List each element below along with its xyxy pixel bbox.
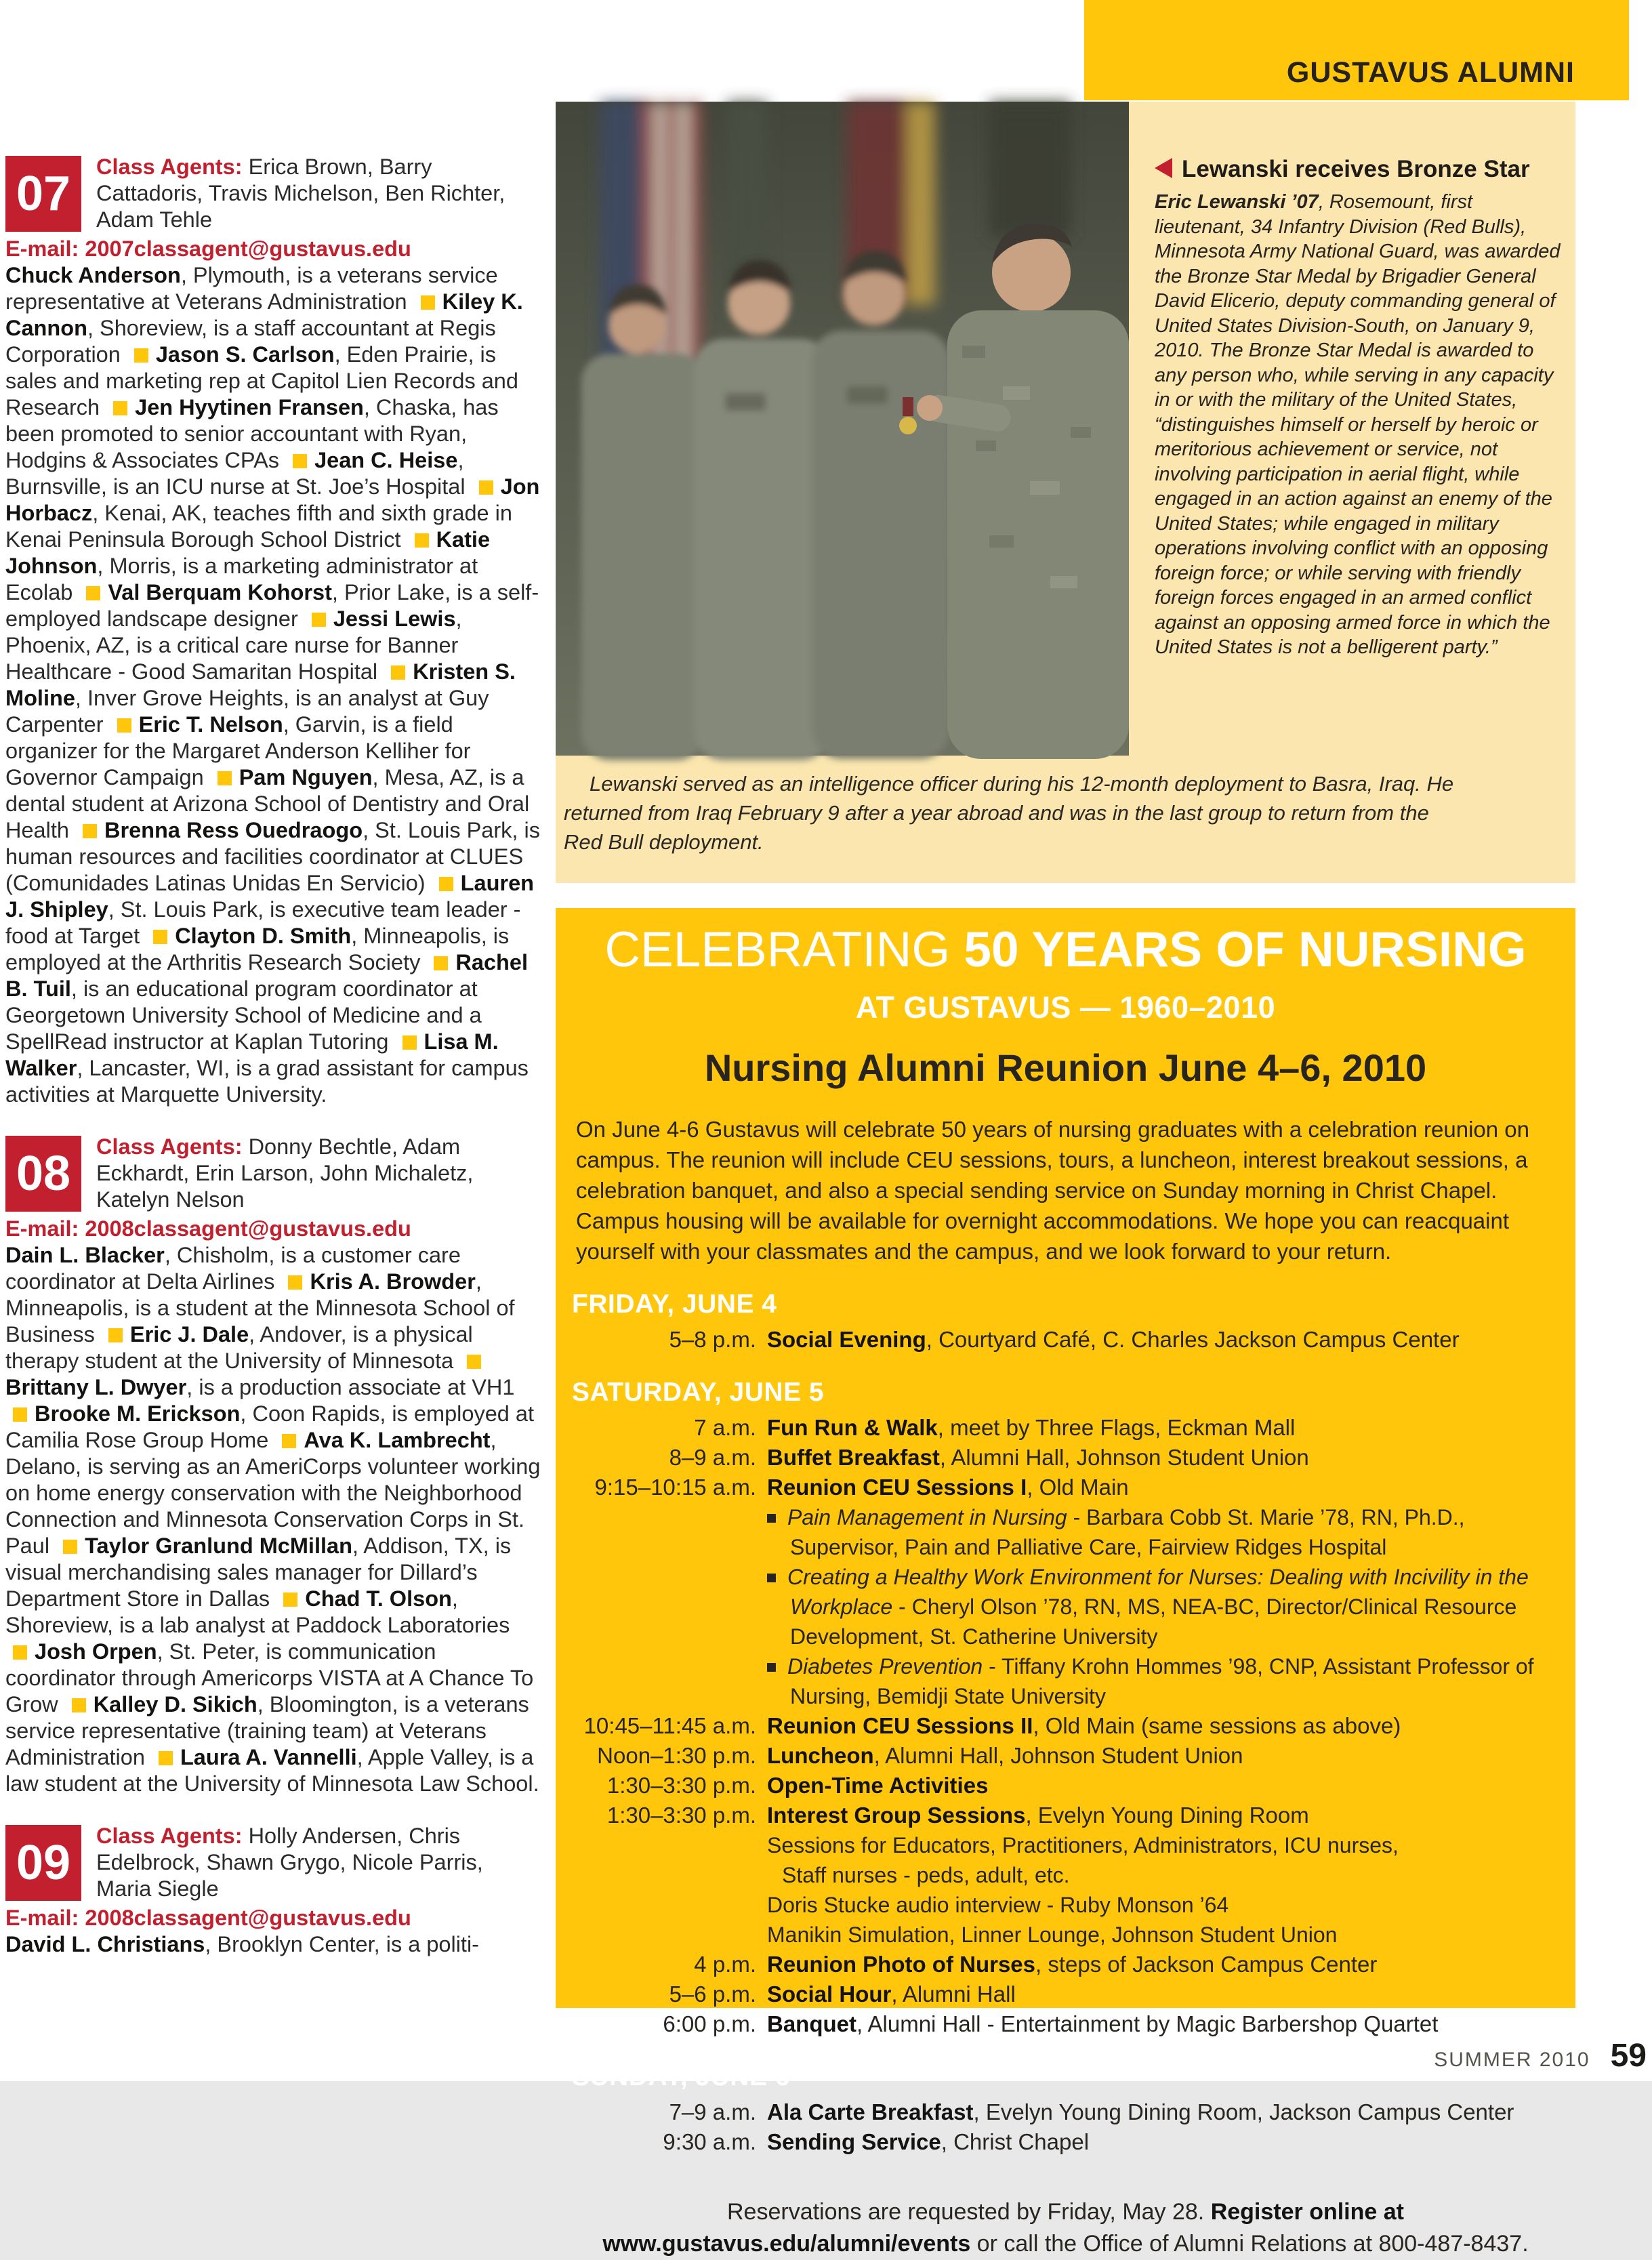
text-segment: , Evelyn Young Dining Room <box>1025 1803 1309 1828</box>
schedule-desc <box>767 2009 1559 2039</box>
section-banner <box>1084 0 1629 100</box>
schedule-row <box>572 1801 1559 1950</box>
bold-text: Buffet Breakfast <box>767 1445 940 1470</box>
bold-text: Reunion CEU Sessions I <box>767 1475 1027 1500</box>
text-segment: , Minneapolis, is a student at the Minnesota School of Business <box>5 1269 515 1347</box>
text-segment: - Tiffany Krohn Hommes ’98, CNP, Assistant Professor of Nursing, Bemidji State University <box>790 1654 1534 1708</box>
bold-text: Brittany L. Dwyer <box>5 1375 187 1399</box>
bullet-separator-icon <box>153 930 167 944</box>
bold-text: Josh Orpen <box>35 1639 157 1664</box>
schedule-time: 4 p.m. <box>694 1952 756 1977</box>
session-item <box>767 1860 1555 1890</box>
schedule-row <box>572 1443 1559 1473</box>
reservations-line <box>572 2228 1559 2260</box>
text-segment: , Evelyn Young Dining Room, Jackson Campus Center <box>973 2099 1514 2124</box>
text-segment: , Brooklyn Center, is a politi- <box>205 1932 479 1956</box>
section-banner-title: GUSTAVUS ALUMNI <box>1286 56 1575 89</box>
schedule-time: 9:15–10:15 a.m. <box>594 1475 756 1500</box>
bold-text: Dain L. Blacker <box>5 1243 165 1267</box>
bold-text: Rachel B. Tuil <box>5 950 528 1001</box>
bullet-separator-icon <box>83 824 97 838</box>
bullet-separator-icon <box>415 533 429 548</box>
text-segment: - Barbara Cobb St. Marie ’78, RN, Ph.D., Supervisor, Pain and Palliative Care, Fairview Ridges Hospital <box>790 1505 1465 1559</box>
class-body-text <box>5 262 544 1108</box>
schedule-row <box>572 2097 1559 2127</box>
bold-text: Eric T. Nelson <box>138 712 283 737</box>
schedule-desc <box>767 1950 1559 1979</box>
bold-text: Jon Horbacz <box>5 474 540 525</box>
text-segment: , is a production associate at VH1 <box>186 1375 515 1399</box>
reservations-note <box>572 2196 1559 2260</box>
italic-text: Creating a Healthy Work Environment for Nurses: Dealing with Incivility in the Workplace <box>787 1565 1529 1619</box>
text-segment: - Cheryl Olson ’78, RN, MS, NEA-BC, Director/Clinical Resource Development, St. Catherine University <box>790 1595 1517 1649</box>
bullet-separator-icon <box>159 1751 173 1765</box>
bullet-separator-icon <box>479 480 493 495</box>
class-note-07 <box>5 154 544 1108</box>
bold-text: Social Evening <box>767 1327 926 1352</box>
reunion-title <box>572 922 1559 978</box>
text-segment: , St. Louis Park, is executive team leader - food at Target <box>5 897 521 948</box>
italic-text: Pain Management in Nursing <box>787 1505 1067 1529</box>
text-segment: , meet by Three Flags, Eckman Mall <box>937 1415 1296 1440</box>
bold-text: Eric J. Dale <box>129 1322 249 1347</box>
reunion-heading: Nursing Alumni Reunion June 4–6, 2010 <box>704 1046 1427 1089</box>
reunion-schedule <box>572 1290 1559 2157</box>
session-bullet-icon <box>767 1514 776 1523</box>
reunion-subtitle: AT GUSTAVUS — 1960–2010 <box>855 990 1276 1025</box>
schedule-time: 1:30–3:30 p.m. <box>606 1803 756 1828</box>
text-segment: , steps of Jackson Campus Center <box>1035 1952 1378 1977</box>
bullet-separator-icon <box>283 1593 297 1607</box>
schedule-desc <box>767 2127 1559 2157</box>
bullet-separator-icon <box>421 295 435 310</box>
bold-text: Kiley K. Cannon <box>5 289 523 340</box>
schedule-row <box>572 1950 1559 1979</box>
text-segment: , Lancaster, WI, is a grad assistant for campus activities at Marquette University. <box>5 1056 529 1107</box>
bullet-separator-icon <box>72 1698 86 1712</box>
session-item <box>767 1562 1555 1651</box>
text-segment: , Alumni Hall <box>891 1981 1016 2007</box>
bullet-separator-icon <box>288 1275 302 1290</box>
schedule-time: 9:30 a.m. <box>663 2129 756 2154</box>
schedule-time: 1:30–3:30 p.m. <box>606 1773 756 1798</box>
footer-issue: SUMMER 2010 <box>1434 2049 1590 2071</box>
bold-text: Social Hour <box>767 1981 892 2007</box>
class-note-09 <box>5 1823 544 1958</box>
text-segment: , Old Main <box>1027 1475 1129 1500</box>
bold-text: Kalley D. Sikich <box>93 1692 257 1717</box>
day-header: SUNDAY, JUNE 6 <box>572 2062 791 2091</box>
class-notes-column <box>5 154 544 1984</box>
bold-text: Jen Hyytinen Fransen <box>135 395 364 419</box>
ceremony-photo-illustration <box>556 102 1129 756</box>
class-note-08 <box>5 1134 544 1797</box>
bold-text: Laura A. Vannelli <box>180 1745 357 1769</box>
schedule-row <box>572 1413 1559 1443</box>
class-body-text <box>5 1242 544 1797</box>
bold-text: www.gustavus.edu/alumni/events <box>602 2231 971 2257</box>
session-item <box>767 1830 1555 1860</box>
schedule-desc <box>767 2097 1559 2127</box>
bold-text: Banquet <box>767 2011 856 2036</box>
text-segment: , Phoenix, AZ, is a critical care nurse for Banner Healthcare - Good Samaritan Hospital <box>5 607 462 684</box>
schedule-desc <box>767 1443 1559 1473</box>
bullet-separator-icon <box>434 956 448 970</box>
class-agents-line <box>5 1134 544 1213</box>
text-segment: , Delano, is serving as an AmeriCorps volunteer working on home energy conservation with the Neighborhood Connection and Minnesota Conservation Corps in St. Paul <box>5 1428 541 1558</box>
bold-text: Sending Service <box>767 2129 941 2154</box>
schedule-desc <box>767 1741 1559 1771</box>
class-agents-line <box>5 1823 544 1902</box>
class-email-line: E-mail: 2007classagent@gustavus.edu <box>5 237 411 261</box>
bold-text: Reunion Photo of Nurses <box>767 1952 1035 1977</box>
session-item <box>767 1890 1555 1920</box>
schedule-time: 7–9 a.m. <box>669 2099 756 2124</box>
text-segment: Staff nurses - peds, adult, etc. <box>782 1863 1070 1887</box>
session-item <box>767 1502 1555 1562</box>
red-label: Class Agents: <box>96 1824 249 1848</box>
text-segment: Sessions for Educators, Practitioners, Administrators, ICU nurses, <box>767 1833 1399 1857</box>
bold-text: Jessi Lewis <box>333 607 456 631</box>
text-segment: , is an educational program coordinator at Georgetown University School of Medicine and a SpellRead instructor at Kaplan Tutoring <box>5 977 482 1054</box>
text-segment: , Addison, TX, is visual merchandising sales manager for Dillard’s Department Store in Dallas <box>5 1534 512 1611</box>
schedule-row <box>572 1979 1559 2009</box>
bullet-separator-icon <box>282 1434 296 1448</box>
bold-text: Chuck Anderson <box>5 263 181 287</box>
text-segment: , Alumni Hall, Johnson Student Union <box>873 1743 1243 1768</box>
schedule-desc <box>767 1711 1559 1741</box>
schedule-row <box>572 1711 1559 1741</box>
text-segment: or call the Office of Alumni Relations at 800-487-8437. <box>970 2231 1529 2257</box>
day-header: SATURDAY, JUNE 5 <box>572 1378 825 1407</box>
text-segment: , Kenai, AK, teaches fifth and sixth grade in Kenai Peninsula Borough School District <box>5 501 512 552</box>
feature-headline-text: Lewanski receives Bronze Star <box>1182 156 1530 182</box>
text-segment: , Courtyard Café, C. Charles Jackson Campus Center <box>926 1327 1460 1352</box>
session-item <box>767 1651 1555 1711</box>
bold-text: Fun Run & Walk <box>767 1415 938 1440</box>
schedule-desc <box>767 1979 1559 2009</box>
text-segment: , Morris, is a marketing administrator at Ecolab <box>5 554 478 604</box>
feature-body <box>1155 190 1561 660</box>
text-segment: , Inver Grove Heights, is an analyst at Guy Carpenter <box>5 686 489 737</box>
text-segment: , Prior Lake, is a self-employed landscape designer <box>5 580 539 631</box>
bold-text: Clayton D. Smith <box>175 924 352 948</box>
feature-headline <box>1155 156 1561 183</box>
schedule-desc <box>767 1413 1559 1443</box>
text-segment: Holly Andersen, Chris Edelbrock, Shawn Grygo, Nicole Parris, Maria Siegle <box>96 1824 483 1901</box>
bold-text: Katie Johnson <box>5 527 491 578</box>
schedule-time: 5–6 p.m. <box>669 1981 756 2007</box>
text-segment: Manikin Simulation, Linner Lounge, Johnson Student Union <box>767 1923 1338 1947</box>
bold-text: Val Berquam Kohorst <box>108 580 332 604</box>
bold-italic-text: Eric Lewanski ’07 <box>1155 191 1319 213</box>
photo-caption: Lewanski served as an intelligence officer during his 12-month deployment to Basra, Iraq. He returned from Iraq February 9 after a year abroad and was in the last group to return from the Red Bull deployment. <box>564 772 1454 854</box>
schedule-desc <box>767 1473 1559 1711</box>
page-footer <box>1434 2037 1647 2074</box>
bullet-separator-icon <box>439 877 453 891</box>
bullet-separator-icon <box>13 1408 27 1422</box>
schedule-desc <box>767 1325 1559 1355</box>
feature-panel <box>556 102 1575 883</box>
italic-text: , Rosemount, first lieutenant, 34 Infantry Division (Red Bulls), Minnesota Army National Guard, was awarded the Bronze Star Medal by Brigadier General David Elicerio, deputy commanding general of United States Division-South, on January 9, 2010. The Bronze Star Medal is awarded to any person who, while serving in any capacity in or with the military of the United States, “distinguishes himself or herself by heroic or meritorious achievement or service, not involving participation in aerial flight, while engaged in an action against an enemy of the United States; while engaged in military operations involving conflict with an opposing foreign force; or while serving with friendly foreign forces engaged in an armed conflict against an opposing armed force in which the United States is not a belligerent party.” <box>1155 191 1561 658</box>
bullet-separator-icon <box>402 1035 417 1050</box>
year-badge-07: 07 <box>5 156 81 232</box>
text-segment: , Shoreview, is a lab analyst at Paddock Laboratories <box>5 1586 510 1637</box>
bold-text: Luncheon <box>767 1743 874 1768</box>
session-item <box>767 1920 1555 1950</box>
bold-text: Register online at <box>1210 2199 1404 2225</box>
text-segment: , Bloomington, is a veterans service representative (training team) at Veterans Administration <box>5 1692 529 1769</box>
session-bullet-icon <box>767 1663 776 1672</box>
bold-text: Lauren J. Shipley <box>5 871 534 922</box>
ceremony-photo <box>556 102 1129 756</box>
bold-text: Kris A. Browder <box>310 1269 476 1294</box>
bullet-separator-icon <box>391 665 405 680</box>
bullet-separator-icon <box>113 401 127 415</box>
schedule-time: 5–8 p.m. <box>669 1327 756 1352</box>
text-segment: , Andover, is a physical therapy student at the University of Minnesota <box>5 1322 473 1373</box>
bullet-separator-icon <box>312 613 326 627</box>
schedule-row <box>572 2009 1559 2039</box>
bold-text: Ava K. Lambrecht <box>304 1428 491 1452</box>
text-segment: , St. Peter, is communication coordinator through Americorps VISTA at A Chance To Grow <box>5 1639 534 1717</box>
reunion-intro: On June 4-6 Gustavus will celebrate 50 years of nursing graduates with a celebration reunion on campus. The reunion will include CEU sessions, tours, a luncheon, interest breakout sessions, a celebration banquet, and also a special sending service on Sunday morning in Christ Chapel. Campus housing will be available for overnight accommodations. We hope you can reacquaint yourself with your classmates and the campus, and we look forward to your return. <box>576 1117 1529 1264</box>
bullet-separator-icon <box>218 771 232 785</box>
text-segment: Donny Bechtle, Adam Eckhardt, Erin Larson, John Michaletz, Katelyn Nelson <box>96 1134 474 1212</box>
text-segment: , Plymouth, is a veterans service representative at Veterans Administration <box>5 263 498 314</box>
schedule-time: 7 a.m. <box>694 1415 756 1440</box>
class-email-line: E-mail: 2008classagent@gustavus.edu <box>5 1216 411 1241</box>
bullet-separator-icon <box>108 1328 123 1342</box>
year-badge-08: 08 <box>5 1136 81 1212</box>
red-label: Class Agents: <box>96 155 249 179</box>
text-segment: , Alumni Hall - Entertainment by Magic Barbershop Quartet <box>856 2011 1439 2036</box>
schedule-row <box>572 1741 1559 1771</box>
bullet-separator-icon <box>13 1645 27 1660</box>
red-label: Class Agents: <box>96 1134 249 1159</box>
text-segment: , Eden Prairie, is sales and marketing rep at Capitol Lien Records and Research <box>5 342 518 419</box>
bold-text: Kristen S. Moline <box>5 659 516 710</box>
bold-text: Brooke M. Erickson <box>35 1401 241 1426</box>
bold-text: David L. Christians <box>5 1932 205 1956</box>
schedule-time: Noon–1:30 p.m. <box>597 1743 756 1768</box>
bullet-separator-icon <box>117 718 131 733</box>
feature-story <box>1155 156 1561 660</box>
class-agents-line <box>5 154 544 233</box>
schedule-time: 10:45–11:45 a.m. <box>583 1713 756 1738</box>
text-segment: , Mesa, AZ, is a dental student at Arizona School of Dentistry and Oral Health <box>5 765 530 842</box>
bold-text: Ala Carte Breakfast <box>767 2099 974 2124</box>
day-header: FRIDAY, JUNE 4 <box>572 1290 777 1319</box>
bold-text: Chad T. Olson <box>305 1586 452 1611</box>
bullet-separator-icon <box>134 348 148 363</box>
text-segment: , Coon Rapids, is employed at Camilia Rose Group Home <box>5 1401 534 1452</box>
text-segment: , Burnsville, is an ICU nurse at St. Joe’s Hospital <box>5 448 472 499</box>
bold-text: Jason S. Carlson <box>155 342 335 367</box>
bold-text: Reunion CEU Sessions II <box>767 1713 1033 1738</box>
schedule-row <box>572 1473 1559 1711</box>
text-segment: , Shoreview, is a staff accountant at Regis Corporation <box>5 316 496 367</box>
text-segment: , Minneapolis, is employed at the Arthritis Research Society <box>5 924 510 974</box>
bold-text: Interest Group Sessions <box>767 1803 1026 1828</box>
text-segment: , Apple Valley, is a law student at the University of Minnesota Law School. <box>5 1745 539 1796</box>
text-segment: Doris Stucke audio interview - Ruby Monson ’64 <box>767 1893 1229 1917</box>
bold-text: Jean C. Heise <box>314 448 458 472</box>
reunion-title-bold: 50 YEARS OF NURSING <box>964 922 1527 977</box>
schedule-desc <box>767 1801 1559 1950</box>
reunion-title-light: CELEBRATING <box>604 922 951 977</box>
class-body-text <box>5 1931 544 1958</box>
schedule-row <box>572 2127 1559 2157</box>
class-email-line: E-mail: 2008classagent@gustavus.edu <box>5 1906 411 1930</box>
bold-text: Brenna Ress Ouedraogo <box>104 818 363 842</box>
schedule-time: 6:00 p.m. <box>663 2011 756 2036</box>
footer-page-number: 59 <box>1610 2038 1647 2074</box>
bold-text: Taylor Granlund McMillan <box>85 1534 352 1558</box>
italic-text: Diabetes Prevention <box>787 1654 983 1679</box>
schedule-row <box>572 1771 1559 1801</box>
session-bullet-icon <box>767 1574 776 1582</box>
bullet-separator-icon <box>467 1355 481 1369</box>
text-segment: , Christ Chapel <box>941 2129 1090 2154</box>
text-segment: , Old Main (same sessions as above) <box>1033 1713 1401 1738</box>
text-segment: Erica Brown, Barry Cattadoris, Travis Michelson, Ben Richter, Adam Tehle <box>96 155 505 232</box>
text-segment: Reservations are requested by Friday, May 28. <box>727 2199 1211 2225</box>
bold-text: Open-Time Activities <box>767 1773 989 1798</box>
text-segment: , St. Louis Park, is human resources and facilities coordinator at CLUES (Comunidades Latinas Unidas En Servicio) <box>5 818 540 895</box>
left-arrow-icon <box>1155 158 1172 178</box>
schedule-row <box>572 1325 1559 1355</box>
bullet-separator-icon <box>63 1540 77 1554</box>
year-badge-09: 09 <box>5 1825 81 1901</box>
bold-text: Pam Nguyen <box>239 765 373 789</box>
text-segment: , Chisholm, is a customer care coordinator at Delta Airlines <box>5 1243 461 1294</box>
bold-text: Lisa M. Walker <box>5 1029 499 1080</box>
text-segment: , Alumni Hall, Johnson Student Union <box>939 1445 1309 1470</box>
reservations-line <box>572 2196 1559 2228</box>
text-segment: , Chaska, has been promoted to senior accountant with Ryan, Hodgins & Associates CPAs <box>5 395 499 472</box>
bullet-separator-icon <box>293 454 307 468</box>
schedule-time: 8–9 a.m. <box>669 1445 756 1470</box>
schedule-desc <box>767 1771 1559 1801</box>
bullet-separator-icon <box>86 586 100 600</box>
text-segment: , Garvin, is a field organizer for the Margaret Anderson Kelliher for Governor Campaign <box>5 712 471 789</box>
